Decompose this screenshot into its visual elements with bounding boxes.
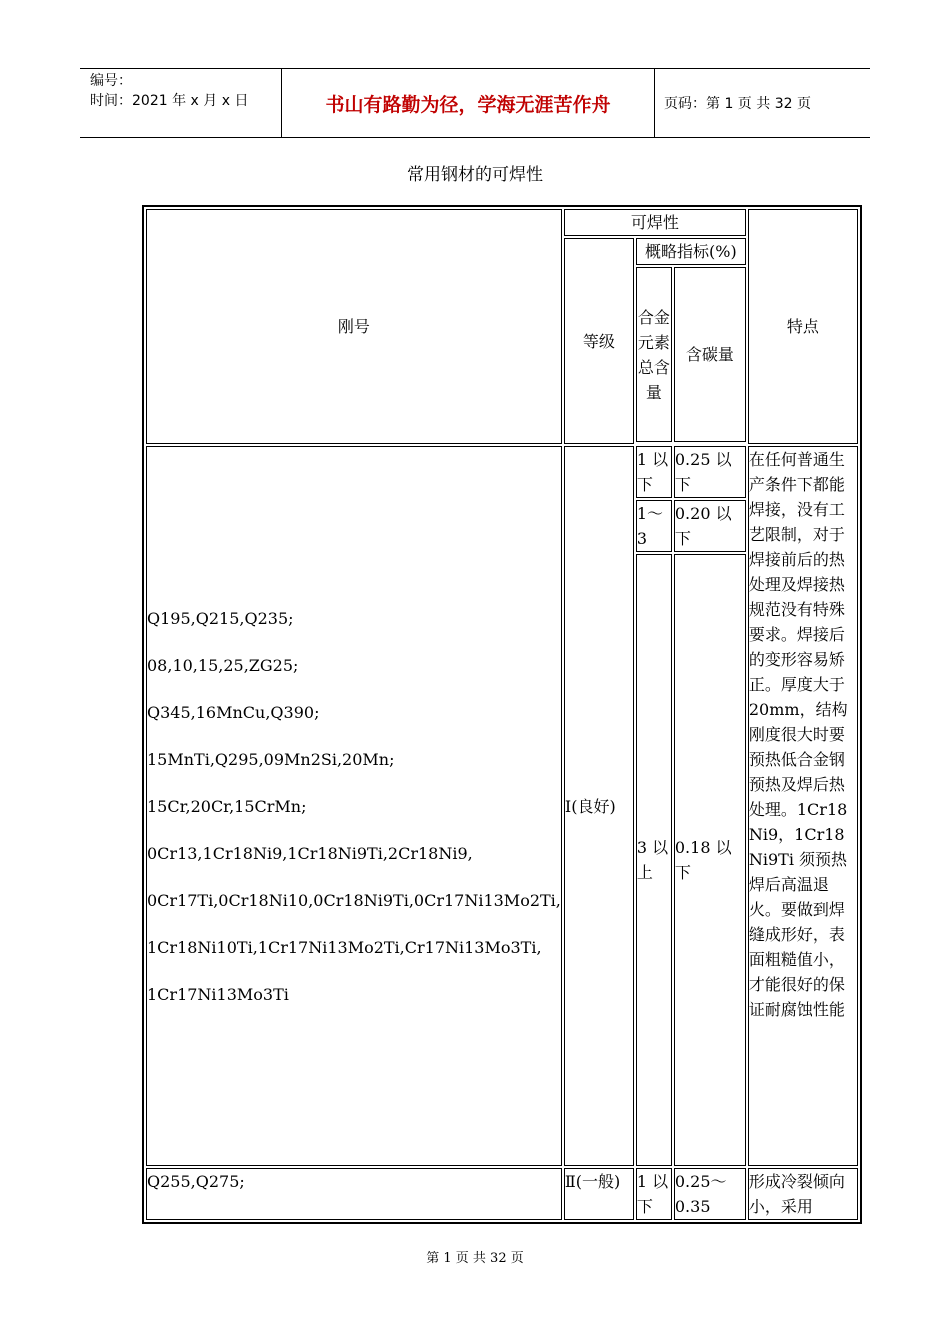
row1-steel-line: 0Cr17Ti,0Cr18Ni10,0Cr18Ni9Ti,0Cr17Ni13Mo2Ti, — [147, 890, 561, 910]
row1-steel-line: 15MnTi,Q295,09Mn2Si,20Mn; — [147, 749, 395, 769]
header-page-info: 页码：第 1 页 共 32 页 — [664, 96, 811, 112]
header-carbon: 含碳量 — [674, 267, 746, 442]
row1-carbon-1: 0.25 以下 — [674, 446, 746, 498]
row1-alloy-3: 3 以上 — [636, 554, 672, 1166]
header-indicators: 概略指标(%) — [636, 238, 746, 265]
row1-steel-line: 15Cr,20Cr,15CrMn; — [147, 796, 307, 816]
header-motto: 书山有路勤为径，学海无涯苦作舟 — [282, 69, 655, 137]
weldability-table — [142, 205, 862, 1224]
header-features: 特点 — [748, 209, 858, 444]
row2-grade: Ⅱ(一般) — [564, 1168, 634, 1220]
row1-steel-line: 0Cr13,1Cr18Ni9,1Cr18Ni9Ti,2Cr18Ni9, — [147, 843, 473, 863]
document-title: 常用钢材的可焊性 — [407, 165, 543, 185]
row1-carbon-2: 0.20 以下 — [674, 500, 746, 552]
time-label: 时间：2021 年 x 月 x 日 — [90, 93, 249, 109]
row1-steel-line: 08,10,15,25,ZG25; — [147, 655, 299, 675]
row1-steel-line: 1Cr18Ni10Ti,1Cr17Ni13Mo2Ti,Cr17Ni13Mo3Ti, — [147, 937, 542, 957]
header-steel-grade: 刚号 — [146, 209, 562, 444]
number-label: 编号： — [90, 73, 132, 89]
header-alloy-total: 合金元素总含量 — [636, 267, 672, 442]
row2-carbon: 0.25～0.35 — [674, 1168, 746, 1220]
row1-steel-line: Q195,Q215,Q235; — [147, 608, 294, 628]
header-weldability: 可焊性 — [564, 209, 746, 236]
row1-steel-line: Q345,16MnCu,Q390; — [147, 702, 320, 722]
header-meta — [80, 69, 282, 137]
page-footer: 第 1 页 共 32 页 — [426, 1251, 524, 1266]
row2-steels: Q255,Q275; — [146, 1168, 562, 1220]
page-header — [80, 68, 870, 138]
row2-feature: 形成冷裂倾向小，采用 — [748, 1168, 858, 1220]
row1-grade: Ⅰ(良好) — [564, 446, 634, 1166]
row1-carbon-3: 0.18 以下 — [674, 554, 746, 1166]
header-grade: 等级 — [564, 238, 634, 444]
row1-steels — [146, 446, 562, 1166]
row2-alloy: 1 以下 — [636, 1168, 672, 1220]
row1-alloy-2: 1～3 — [636, 500, 672, 552]
row1-steel-line: 1Cr17Ni13Mo3Ti — [147, 984, 289, 1004]
row1-alloy-1: 1 以下 — [636, 446, 672, 498]
weldability-table-wrapper — [142, 205, 862, 1224]
row1-feature: 在任何普通生产条件下都能焊接，没有工艺限制，对于焊接前后的热处理及焊接热规范没有特殊要求。焊接后的变形容易矫正。厚度大于 20mm，结构刚度很大时要预热低合金钢预热及焊后热处理。1Cr18Ni9，1Cr18Ni9Ti 须预热焊后高温退火。要做到焊缝成形好，表面粗糙值小，才能很好的保证耐腐蚀性能 — [748, 446, 858, 1166]
